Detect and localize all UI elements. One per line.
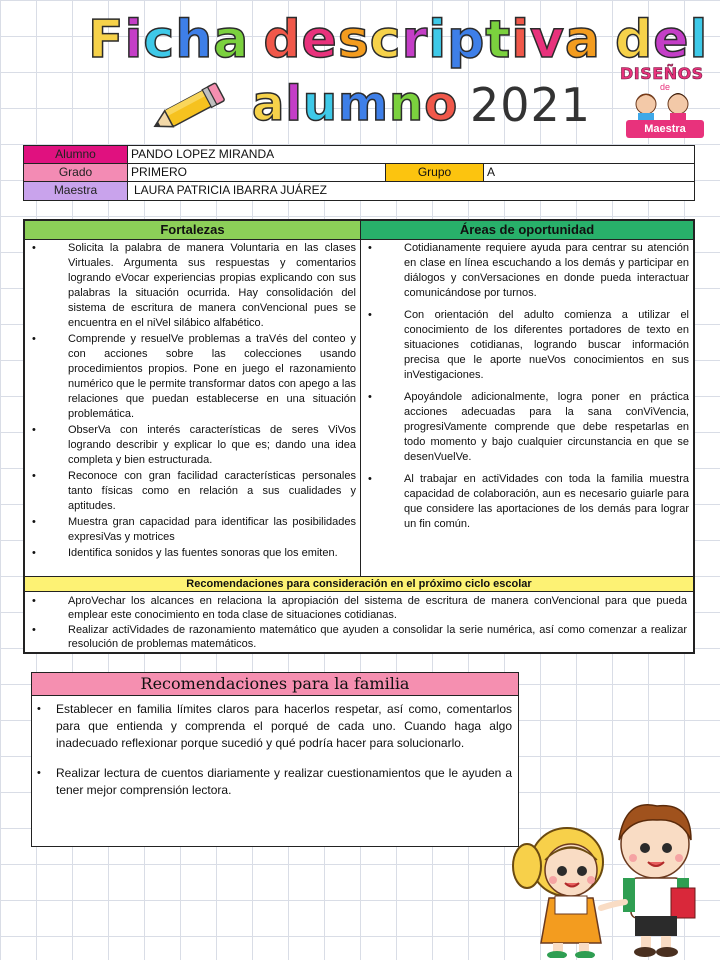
area-item: • Al trabajar en actiVidades con toda la familia muestra capacidad de colaboración, aun es necesario guiarle para que considere las aportaciones de los demás para lograr un fin común.	[365, 472, 689, 532]
recommendation-item: • AproVechar los alcances en relaciona la apropiación del sistema de escritura de manera conVencional para que pueda emplear este conocimiento en toda clase de situaciones cotidianas.	[29, 594, 687, 622]
family-recommendations	[31, 672, 519, 847]
fortaleza-item: • Solicita la palabra de manera Voluntaria en las clases Virtuales. Argumenta sus respuestas y comentarios logrando eVocar experiencias propias explicando con sus palabras la situación ocurrida. Hay consolidación del sistema de escritura de manera conVencional pues se encuentra en el niVel silábico alfabético.	[29, 241, 356, 331]
page-title: Ficha descriptiva del	[88, 10, 709, 70]
recommendations-body	[25, 593, 693, 652]
maestra-value: LAURA PATRICIA IBARRA JUÁREZ	[134, 183, 327, 197]
fortaleza-item: • Comprende y resuelVe problemas a traVés del conteo y con acciones sobre las colecciones usando procedimientos propios. Pone en juego el razonamiento numérico que le permite transformar datos con apego a las relaciones que puedan establecerse en una situación problemática.	[29, 332, 356, 422]
fortaleza-item: • Muestra gran capacidad para identificar las posibilidades expresiVas y motrices	[29, 515, 356, 545]
grado-value: PRIMERO	[128, 164, 386, 181]
maestra-row	[24, 182, 694, 200]
pencil-icon	[146, 82, 236, 132]
kids-illustration	[505, 778, 715, 958]
evaluation-table	[23, 219, 695, 654]
alumno-row	[24, 146, 694, 164]
fortalezas-column	[25, 240, 361, 577]
grupo-label: Grupo	[386, 164, 484, 181]
maestra-label: Maestra	[24, 182, 128, 200]
alumno-label: Alumno	[24, 146, 128, 163]
logo-badge: Maestra	[626, 120, 704, 138]
alumno-value: PANDO LOPEZ MIRANDA	[131, 147, 275, 161]
grado-row	[24, 164, 694, 182]
title-year: 2021	[470, 78, 592, 132]
student-info-table	[23, 145, 695, 201]
recommendation-item: • Realizar actiVidades de razonamiento matemático que ayuden a consolidar la serie numérica, así como comenzar a realizar resolución de problemas matemáticos.	[29, 623, 687, 651]
fortaleza-item: • Identifica sonidos y las fuentes sonoras que los emiten.	[29, 546, 356, 561]
area-item: • Cotidianamente requiere ayuda para centrar su atención en clase en línea escuchando a los demás y participar en diálogos y conVersaciones en donde pueda interactuar comunicándose por turnos.	[365, 241, 689, 301]
grado-label: Grado	[24, 164, 128, 181]
area-item: • Apoyándole adicionalmente, logra poner en práctica acciones adecuadas para la sana conViVencia, progresiVamente comprende que debe respetarlas en todo momento y bajo cualquier circunstancia en que se desenVuelVe.	[365, 390, 689, 465]
grupo-value: A	[487, 165, 496, 179]
fortaleza-item: • ObserVa con interés características de seres ViVos logrando describir y explicar lo que es; dando una idea completa y bien estructurada.	[29, 423, 356, 468]
page-title-line-2: alumno	[252, 76, 459, 132]
areas-column	[361, 240, 693, 577]
recommendations-header: Recomendaciones para consideración en el próximo ciclo escolar	[25, 576, 693, 592]
fortalezas-header: Fortalezas	[25, 221, 361, 240]
family-item: • Establecer en familia límites claros para hacerlos respetar, así como, comentarlos para que entienda y comprenda el porqué de cada uno. Cuando haga algo inadecuado reflexionar porque sucedió y qué podría hacer para solucionarlo.	[34, 701, 512, 752]
fortaleza-item: • Reconoce con gran facilidad características personales tanto físicas como en relación a sus cualidades y aptitudes.	[29, 469, 356, 514]
family-body	[32, 696, 518, 799]
logo-text: DISEÑOS	[620, 64, 704, 83]
areas-header: Áreas de oportunidad	[361, 221, 693, 240]
family-header: Recomendaciones para la familia	[32, 673, 518, 696]
family-item: • Realizar lectura de cuentos diariamente y realizar cuestionamientos que le ayuden a tener mejor comprensión lectora.	[34, 765, 512, 799]
area-item: • Con orientación del adulto comienza a utilizar el conocimiento de los diferentes portadores de texto en situaciones cotidianas, logrando buscar información precisa que le aporte nueVos conocimientos en sus inVestigaciones.	[365, 308, 689, 383]
logo-de: de	[660, 82, 671, 92]
brand-logo	[616, 60, 712, 144]
